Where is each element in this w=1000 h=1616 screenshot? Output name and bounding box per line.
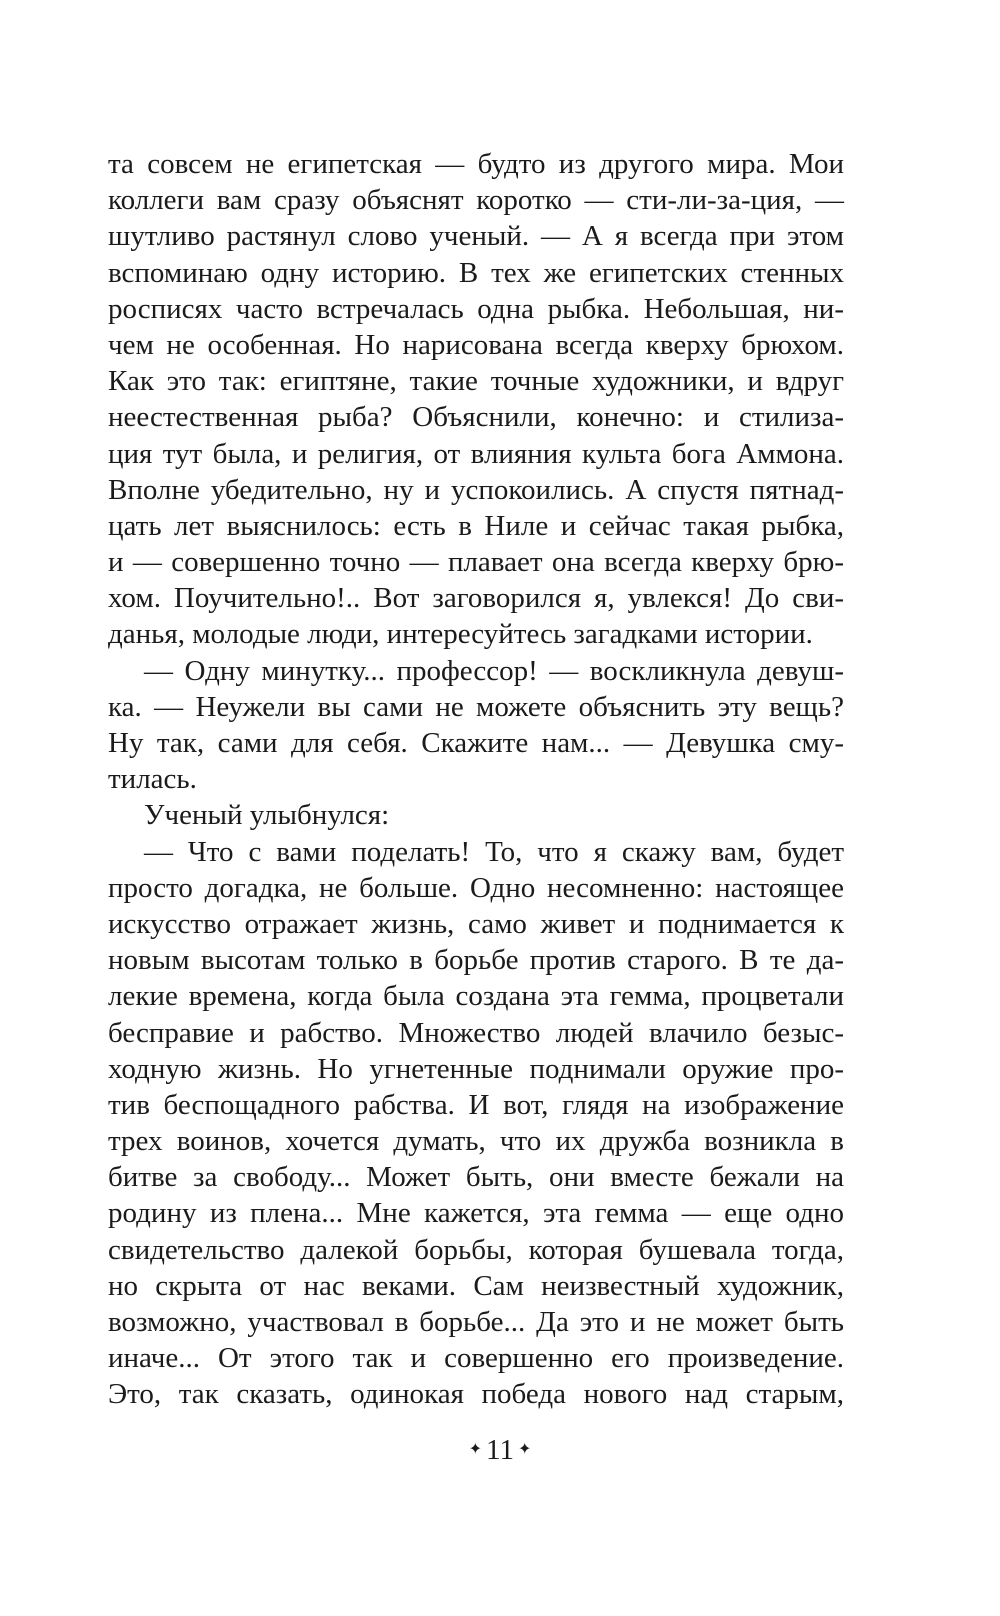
text-line: — Одну минутку... профессор! — воскликнула девуш- <box>144 654 844 687</box>
text-line: Ну так, сами для себя. Скажите нам... — Девушка сму- <box>108 727 844 759</box>
text-line: возможно, участвовал в борьбе... Да это и не может быть <box>108 1306 844 1338</box>
text-line: ходную жизнь. Но угнетенные поднимали оружие про- <box>108 1052 844 1085</box>
text-line: та совсем не египетская — будто из другого мира. Мои <box>108 148 844 180</box>
text-line: Ученый улыбнулся: <box>144 799 390 832</box>
body-text <box>108 146 844 1413</box>
text-line: родину из плена... Мне кажется, эта гемма — еще одно <box>108 1197 844 1230</box>
text-line: Это, так сказать, одинокая победа нового над старым, <box>108 1378 844 1411</box>
text-line: искусство отражает жизнь, само живет и поднимается к <box>108 907 844 940</box>
text-line: ция тут была, и религия, от влияния культа бога Аммона. <box>108 437 844 470</box>
text-line: но скрыта от нас веками. Сам неизвестный художник, <box>108 1269 844 1302</box>
text-line: трех воинов, хочется думать, что их дружба возникла в <box>108 1125 844 1158</box>
text-line: иначе... От этого так и совершенно его произведение. <box>108 1342 844 1375</box>
star-ornament-icon: ✦ <box>517 1441 532 1458</box>
text-line: Как это так: египтяне, такие точные художники, и вдруг <box>108 365 844 398</box>
page-footer <box>0 1430 1000 1470</box>
text-line: цать лет выяснилось: есть в Ниле и сейчас такая рыбка, <box>108 509 844 542</box>
text-line: свидетельство далекой борьбы, которая бушевала тогда, <box>108 1233 844 1266</box>
text-line: хом. Поучительно!.. Вот заговорился я, увлекся! До сви- <box>108 582 844 615</box>
text-line: вспоминаю одну историю. В тех же египетских стенных <box>108 256 844 289</box>
page-number: 11 <box>486 1434 514 1466</box>
text-line: коллеги вам сразу объяснят коротко — сти-ли-за-ция, — <box>108 184 844 217</box>
text-line: шутливо растянул слово ученый. — А я всегда при этом <box>108 220 844 253</box>
text-line: тилась. <box>108 763 197 796</box>
star-ornament-icon: ✦ <box>468 1441 483 1458</box>
text-line: битве за свободу... Может быть, они вместе бежали на <box>108 1161 844 1194</box>
text-line: чем не особенная. Но нарисована всегда кверху брюхом. <box>108 328 844 361</box>
text-line: и — совершенно точно — плавает она всегда кверху брю- <box>108 546 844 579</box>
text-line: просто догадка, не больше. Одно несомненно: настоящее <box>108 871 844 904</box>
text-line: неестественная рыба? Объяснили, конечно: и стилиза- <box>108 401 844 434</box>
text-line: Вполне убедительно, ну и успокоились. А спустя пятнад- <box>108 473 844 506</box>
text-line: тив беспощадного рабства. И вот, глядя на изображение <box>108 1088 844 1121</box>
text-line: ка. — Неужели вы сами не можете объяснить эту вещь? <box>108 690 844 723</box>
text-line: новым высотам только в борьбе против старого. В те да- <box>108 944 844 977</box>
text-line: росписях часто встречалась одна рыбка. Небольшая, ни- <box>108 292 844 325</box>
text-line: бесправие и рабство. Множество людей влачило безыс- <box>108 1016 844 1049</box>
text-line: данья, молодые люди, интересуйтесь загадками истории. <box>108 618 813 651</box>
text-line: лекие времена, когда была создана эта гемма, процветали <box>108 980 844 1013</box>
text-line: — Что с вами поделать! То, что я скажу вам, будет <box>144 835 844 868</box>
